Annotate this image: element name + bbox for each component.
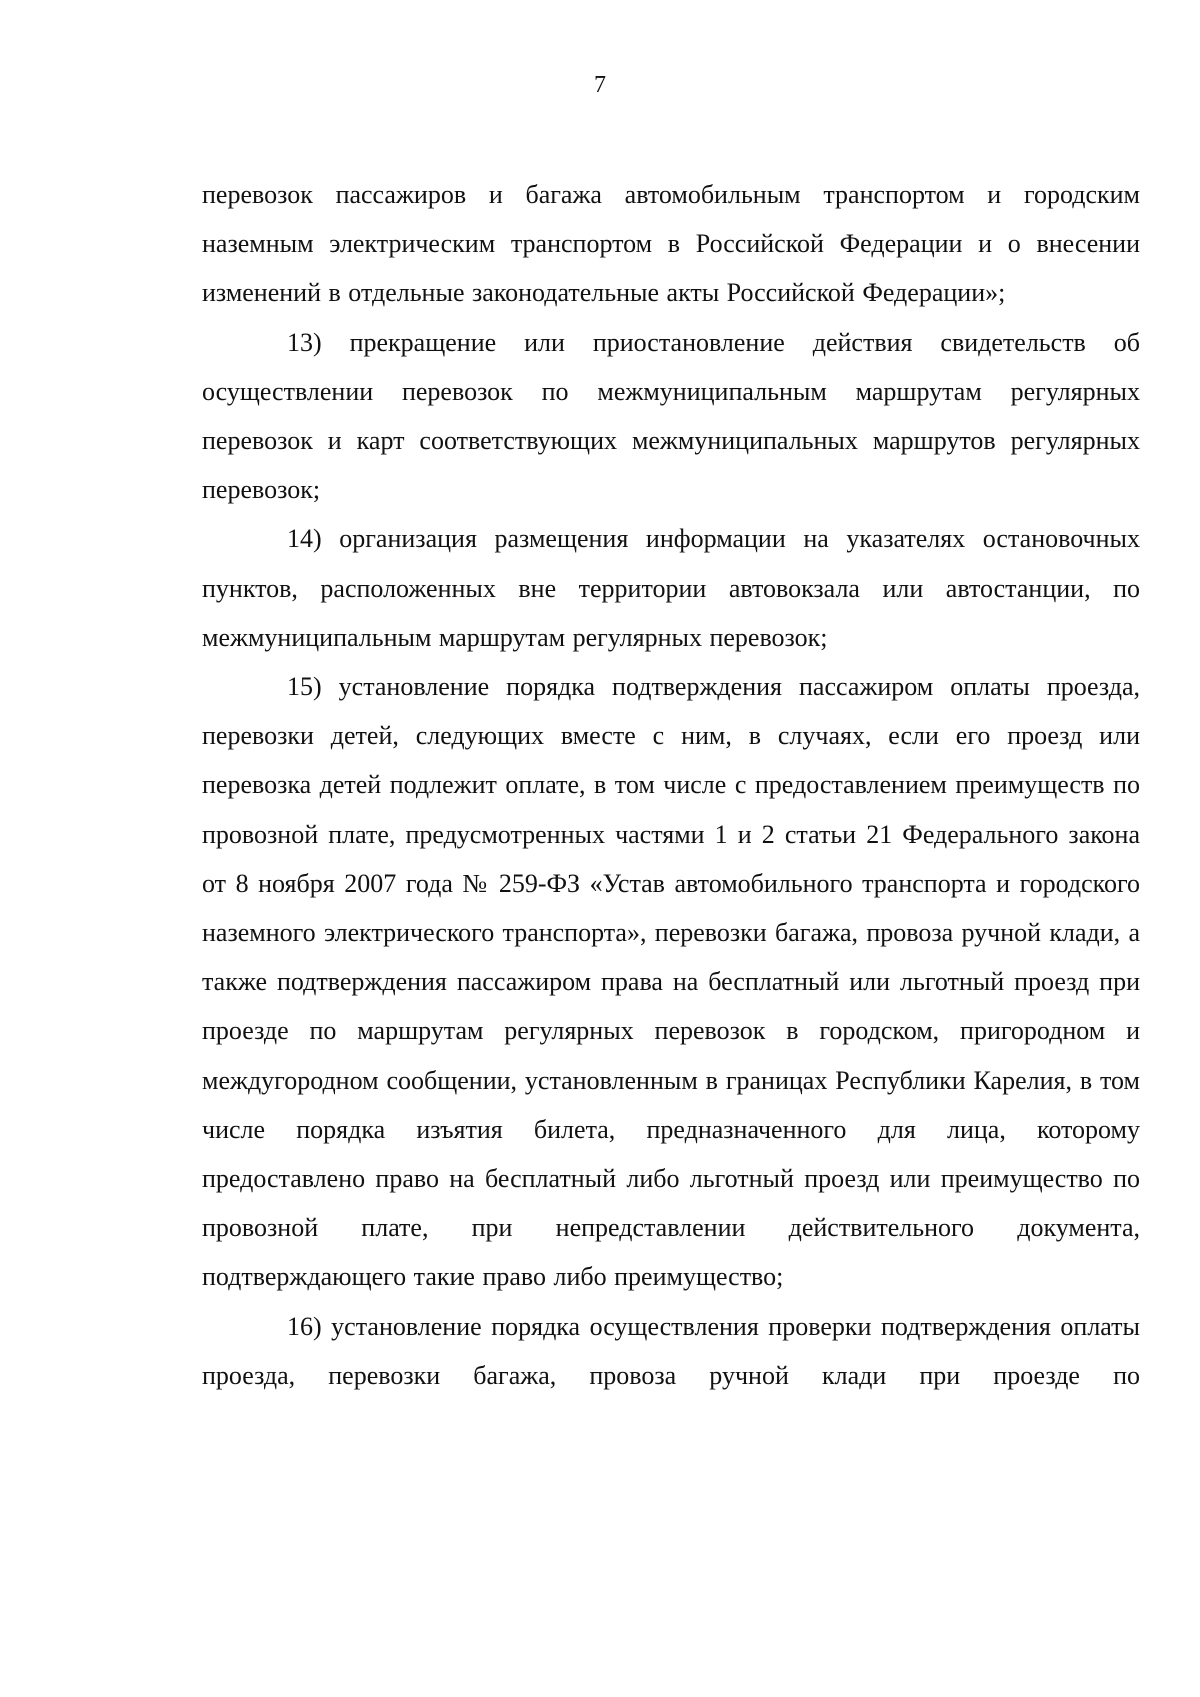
paragraph-continuation: перевозок пассажиров и багажа автомобильным транспортом и городским наземным электрическим транспортом в Российской Федерации и о внесении изменений в отдельные законодательные акты Российской Федерации»;	[202, 180, 1140, 308]
page-number: 7	[594, 72, 606, 98]
document-body	[202, 170, 1140, 1400]
paragraph-item-14: 14) организация размещения информации на указателях остановочных пунктов, расположенных вне территории автовокзала или автостанции, по межмуниципальным маршрутам регулярных перевозок;	[202, 524, 1140, 652]
paragraph-item-13: 13) прекращение или приостановление действия свидетельств об осуществлении перевозок по межмуниципальным маршрутам регулярных перевозок и карт соответствующих межмуниципальных маршрутов регулярных перевозок;	[202, 327, 1140, 505]
paragraph-item-15: 15) установление порядка подтверждения пассажиром оплаты проезда, перевозки детей, следующих вместе с ним, в случаях, если его проезд или перевозка детей подлежит оплате, в том числе с предоставлением преимуществ по провозной плате, предусмотренных частями 1 и 2 статьи 21 Федерального закона от 8 ноября 2007 года № 259-ФЗ «Устав автомобильного транспорта и городского наземного электрического транспорта», перевозки багажа, провоза ручной клади, а также подтверждения пассажиром права на бесплатный или льготный проезд при проезде по маршрутам регулярных перевозок в городском, пригородном и междугородном сообщении, установленным в границах Республики Карелия, в том числе порядка изъятия билета, предназначенного для лица, которому предоставлено право на бесплатный либо льготный проезд или преимущество по провозной плате, при непредставлении действительного документа, подтверждающего такие право либо преимущество;	[202, 672, 1140, 1292]
paragraph-item-16: 16) установление порядка осуществления проверки подтверждения оплаты проезда, перевозки багажа, провоза ручной клади при проезде по	[202, 1311, 1140, 1390]
